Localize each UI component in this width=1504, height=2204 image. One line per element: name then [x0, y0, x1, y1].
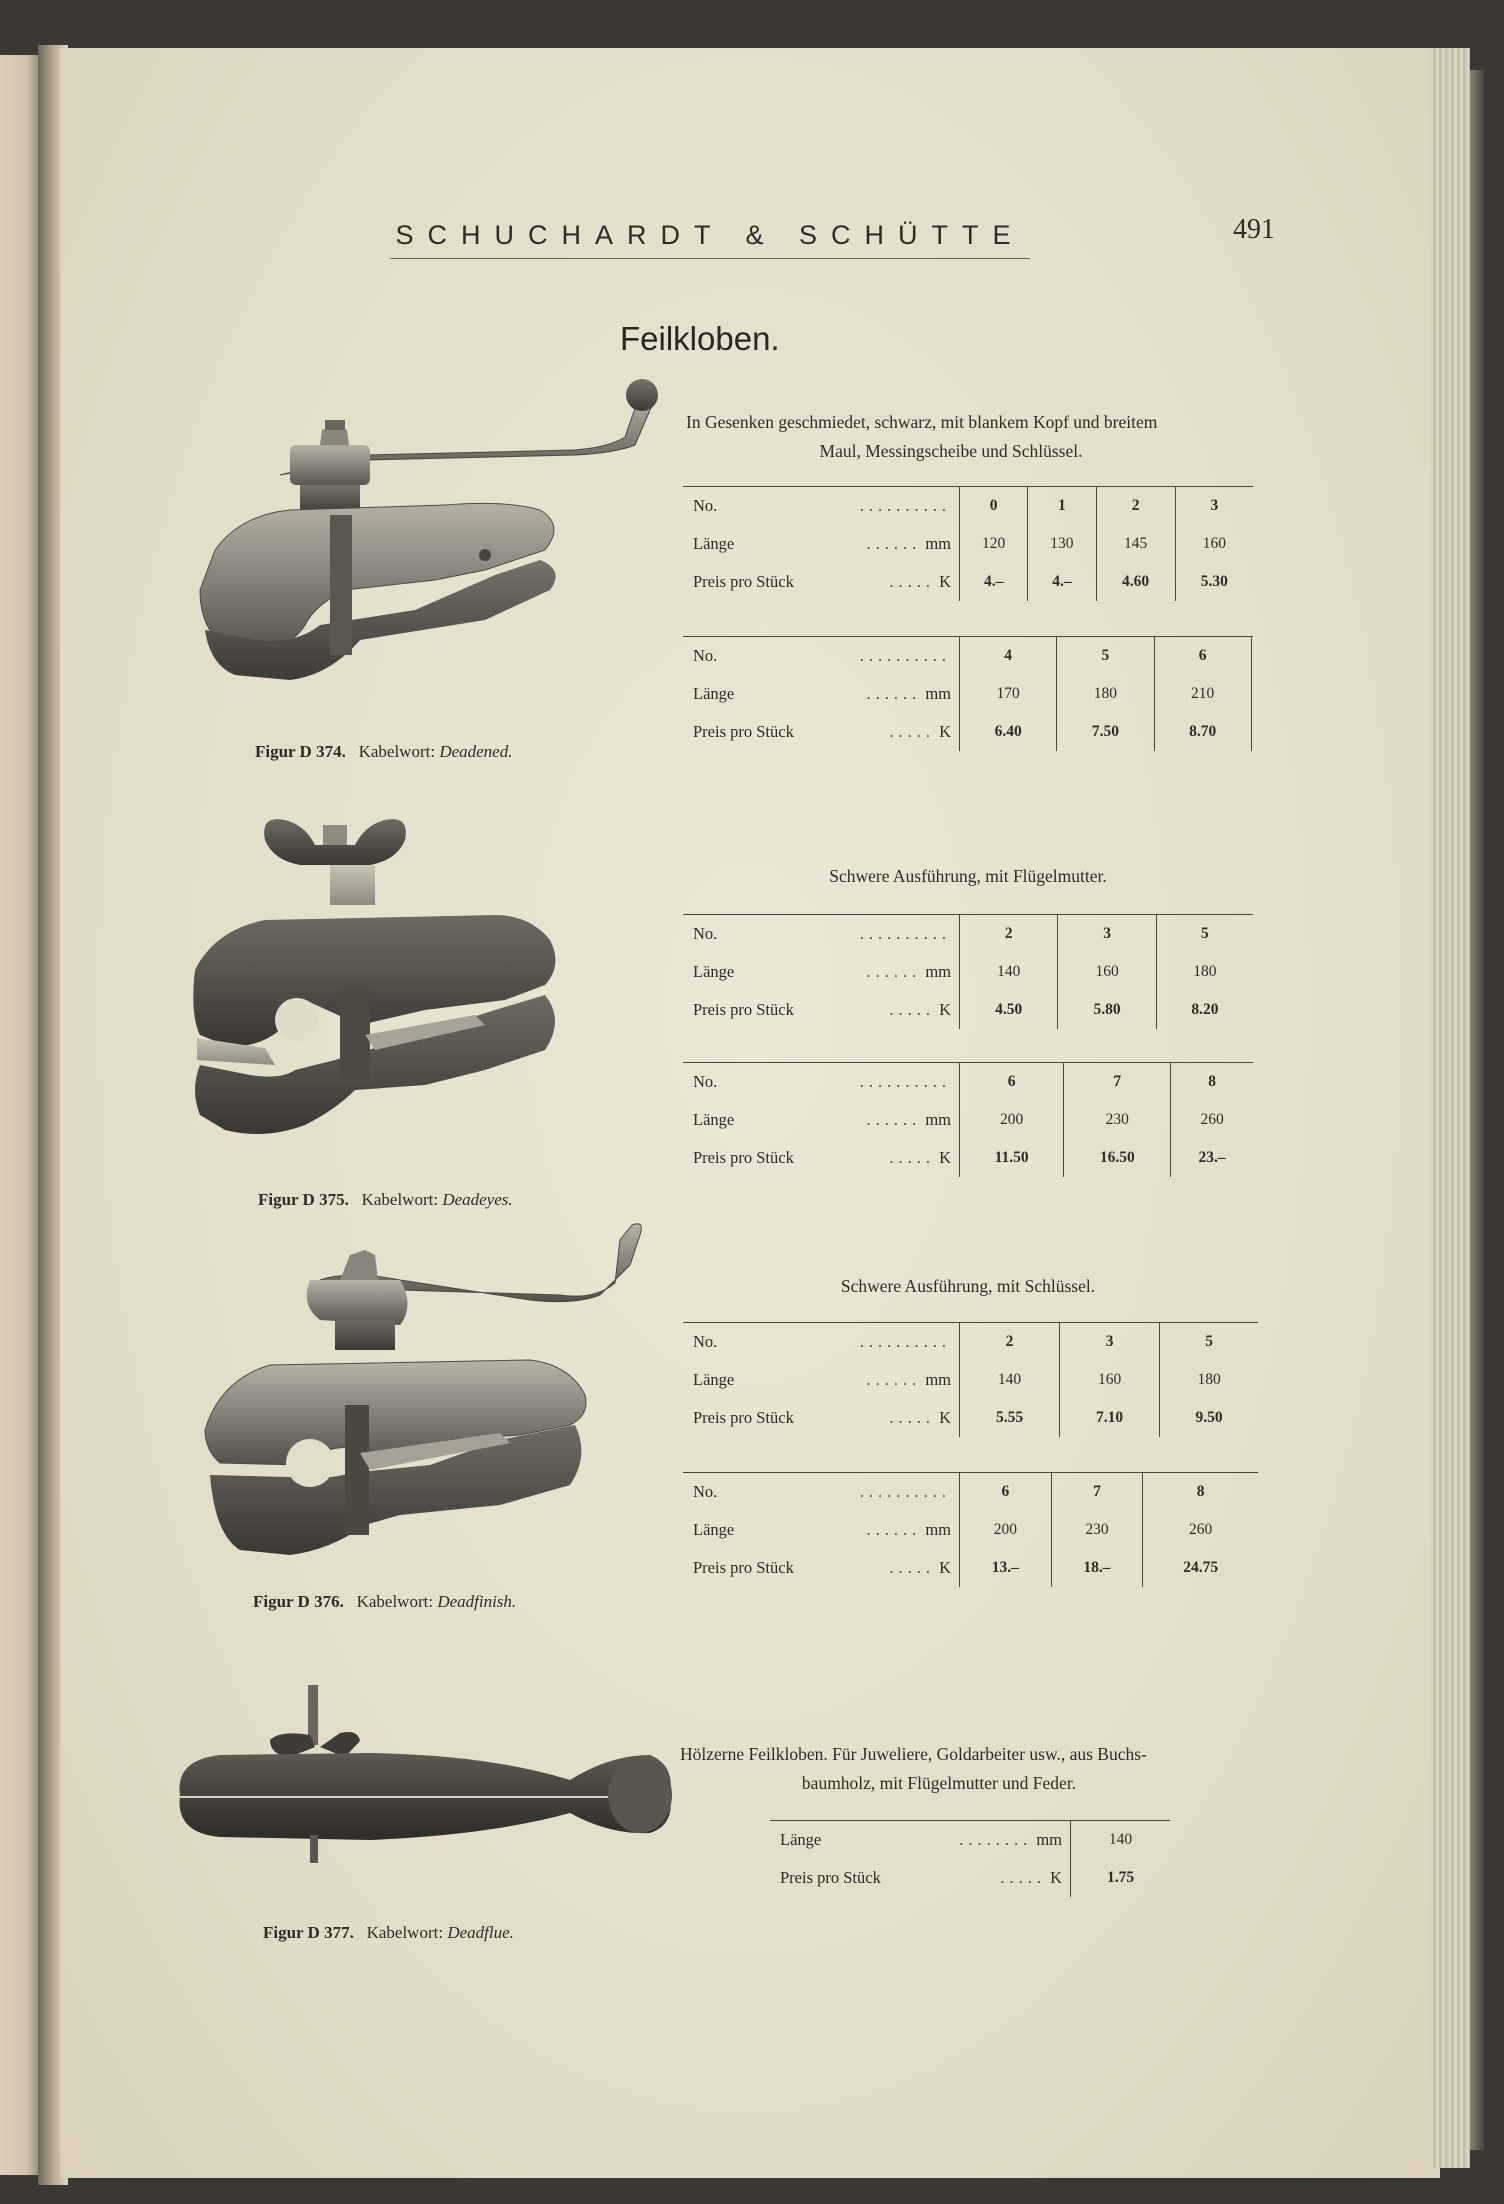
row-label-laenge: Länge	[693, 1520, 735, 1539]
leader-dots: ..........	[859, 1072, 951, 1091]
cell: 140	[1071, 1821, 1171, 1860]
page-edges	[1430, 48, 1470, 2168]
cell: 6	[960, 1473, 1052, 1512]
leader-dots: .....	[889, 1148, 935, 1167]
row-label-preis: Preis pro Stück	[693, 1148, 794, 1167]
cell: 11.50	[960, 1139, 1064, 1177]
row-label-laenge: Länge	[780, 1830, 822, 1849]
leader-dots: .....	[889, 1000, 935, 1019]
cell: 170	[960, 675, 1057, 713]
row-label-preis: Preis pro Stück	[780, 1868, 881, 1887]
table-row-laenge	[683, 675, 1253, 713]
row-label-laenge: Länge	[693, 1110, 735, 1129]
leader-dots: ......	[866, 1520, 922, 1539]
row-label-preis: Preis pro Stück	[693, 1000, 794, 1019]
leader-dots: .....	[889, 1558, 935, 1577]
header-rule	[390, 258, 1030, 259]
row-label-laenge: Länge	[693, 962, 735, 981]
table-row-no	[683, 915, 1253, 954]
section4-description-line1: Hölzerne Feilkloben. Für Juweliere, Goldarbeiter usw., aus Buchs-	[680, 1744, 1147, 1764]
unit-mm: mm	[925, 1110, 951, 1129]
cell: 120	[960, 525, 1028, 563]
cell: 13.–	[960, 1549, 1052, 1587]
section4-description	[680, 1740, 1258, 1798]
unit-mm: mm	[925, 534, 951, 553]
table-row-preis	[683, 991, 1253, 1029]
table-row-preis	[683, 1399, 1258, 1437]
row-label-preis: Preis pro Stück	[693, 1408, 794, 1427]
section3-table-b	[683, 1472, 1258, 1587]
table-row-no	[683, 487, 1253, 526]
row-label-preis: Preis pro Stück	[693, 722, 794, 741]
table-row-laenge	[683, 1511, 1258, 1549]
cell: 260	[1143, 1511, 1258, 1549]
table-row-preis	[683, 1549, 1258, 1587]
cell: 1	[1028, 487, 1096, 526]
unit-k: K	[939, 1408, 951, 1427]
section1-description-line2: Maul, Messingscheibe und Schlüssel.	[819, 441, 1083, 461]
cell: 24.75	[1143, 1549, 1258, 1587]
cell: 210	[1154, 675, 1251, 713]
row-label-preis: Preis pro Stück	[693, 1558, 794, 1577]
cell: 260	[1171, 1101, 1253, 1139]
section3-description: Schwere Ausführung, mit Schlüssel.	[840, 1276, 1096, 1296]
row-label-laenge: Länge	[693, 684, 735, 703]
leader-dots: ..........	[859, 1482, 951, 1501]
unit-k: K	[939, 722, 951, 741]
figure-label: Figur D 376.	[253, 1592, 344, 1611]
table-row-no	[683, 1323, 1258, 1362]
cell: 180	[1156, 953, 1253, 991]
cell: 130	[1028, 525, 1096, 563]
figure-caption-d374	[255, 742, 512, 762]
leader-dots: .....	[889, 722, 935, 741]
cell: 160	[1058, 953, 1156, 991]
section1-table-b	[683, 636, 1253, 751]
cell: 5	[1160, 1323, 1258, 1362]
unit-mm: mm	[925, 1520, 951, 1539]
cell: 160	[1060, 1361, 1160, 1399]
section1-table-a	[683, 486, 1253, 601]
leader-dots: ......	[866, 1110, 922, 1129]
hand-vise-wingnut-illustration	[185, 820, 665, 1170]
kabelwort-label: Kabelwort:	[358, 742, 436, 761]
table-row-preis	[683, 563, 1253, 601]
leader-dots: ........	[959, 1830, 1033, 1849]
row-label-laenge: Länge	[693, 534, 735, 553]
cell: 5.30	[1175, 563, 1253, 601]
section3-table-a	[683, 1322, 1258, 1437]
row-label-no: No.	[693, 1482, 718, 1501]
cell: 2	[960, 1323, 1060, 1362]
leader-dots: ..........	[859, 496, 951, 515]
heavy-vise-key-illustration	[200, 1225, 660, 1575]
cell	[1251, 675, 1253, 713]
figure-caption-d377	[263, 1923, 514, 1943]
section4-description-line2: baumholz, mit Flügelmutter und Feder.	[801, 1773, 1077, 1793]
row-label-no: No.	[693, 496, 718, 515]
cell: 5.80	[1058, 991, 1156, 1029]
figure-caption-d375	[258, 1190, 513, 1210]
unit-mm: mm	[925, 962, 951, 981]
cell	[1251, 637, 1253, 676]
cell: 180	[1160, 1361, 1258, 1399]
leader-dots: ......	[866, 1370, 922, 1389]
cell: 160	[1175, 525, 1253, 563]
row-label-no: No.	[693, 1072, 718, 1091]
table-row-preis	[683, 713, 1253, 751]
cell: 1.75	[1071, 1859, 1171, 1897]
section1-description-line1: In Gesenken geschmiedet, schwarz, mit blankem Kopf und breitem	[686, 412, 1158, 432]
cell: 23.–	[1171, 1139, 1253, 1177]
row-label-no: No.	[693, 924, 718, 943]
cell: 230	[1051, 1511, 1143, 1549]
cell: 5	[1057, 637, 1154, 676]
table-row-laenge	[683, 525, 1253, 563]
cell: 5.55	[960, 1399, 1060, 1437]
section2-description: Schwere Ausführung, mit Flügelmutter.	[829, 866, 1107, 886]
kabelwort-value: Deadened.	[439, 742, 513, 761]
leader-dots: ..........	[859, 924, 951, 943]
cell: 8.20	[1156, 991, 1253, 1029]
cell: 16.50	[1064, 1139, 1171, 1177]
leader-dots: ..........	[859, 646, 951, 665]
row-label-no: No.	[693, 646, 718, 665]
cell: 3	[1058, 915, 1156, 954]
table-row-no	[683, 637, 1253, 676]
hand-vise-key-illustration	[195, 375, 665, 715]
cell: 6.40	[960, 713, 1057, 751]
cell: 4.–	[960, 563, 1028, 601]
cell: 3	[1175, 487, 1253, 526]
cell: 4.60	[1096, 563, 1175, 601]
cell: 4.–	[1028, 563, 1096, 601]
cell: 7	[1051, 1473, 1143, 1512]
table-row-laenge	[683, 1101, 1253, 1139]
cell: 6	[1154, 637, 1251, 676]
wooden-vise-illustration	[170, 1685, 680, 1895]
cell: 4.50	[960, 991, 1058, 1029]
cell: 7	[1064, 1063, 1171, 1102]
table-row-no	[683, 1063, 1253, 1102]
table-row-laenge	[770, 1821, 1170, 1860]
page-title: Feilkloben.	[620, 320, 780, 357]
figure-label: Figur D 375.	[258, 1190, 349, 1209]
cell: 2	[1096, 487, 1175, 526]
cell: 0	[960, 487, 1028, 526]
cell: 180	[1057, 675, 1154, 713]
row-label-preis: Preis pro Stück	[693, 572, 794, 591]
cell: 145	[1096, 525, 1175, 563]
cell: 9.50	[1160, 1399, 1258, 1437]
cell: 3	[1060, 1323, 1160, 1362]
cover-edge	[1470, 70, 1484, 2150]
table-row-preis	[770, 1859, 1170, 1897]
cell: 7.10	[1060, 1399, 1160, 1437]
cell: 8	[1143, 1473, 1258, 1512]
section2-table-a	[683, 914, 1253, 1029]
table-row-laenge	[683, 1361, 1258, 1399]
unit-k: K	[939, 1558, 951, 1577]
kabelwort-label: Kabelwort:	[356, 1592, 434, 1611]
cell: 18.–	[1051, 1549, 1143, 1587]
section2-table-b	[683, 1062, 1253, 1177]
kabelwort-value: Deadflue.	[447, 1923, 514, 1942]
row-label-no: No.	[693, 1332, 718, 1351]
cell: 6	[960, 1063, 1064, 1102]
cell: 7.50	[1057, 713, 1154, 751]
leader-dots: .....	[889, 1408, 935, 1427]
running-head: SCHUCHARDT & SCHÜTTE	[395, 220, 1025, 250]
section1-description	[686, 408, 1246, 466]
table-row-laenge	[683, 953, 1253, 991]
cell: 230	[1064, 1101, 1171, 1139]
unit-mm: mm	[925, 684, 951, 703]
leader-dots: ......	[866, 684, 922, 703]
leader-dots: ......	[866, 962, 922, 981]
kabelwort-label: Kabelwort:	[361, 1190, 439, 1209]
cell: 2	[960, 915, 1058, 954]
cell	[1251, 713, 1253, 751]
kabelwort-value: Deadeyes.	[442, 1190, 513, 1209]
leader-dots: ..........	[859, 1332, 951, 1351]
cell: 200	[960, 1101, 1064, 1139]
page-number: 491	[1233, 214, 1275, 245]
unit-k: K	[939, 1000, 951, 1019]
figure-label: Figur D 377.	[263, 1923, 354, 1942]
unit-k: K	[939, 1148, 951, 1167]
unit-mm: mm	[925, 1370, 951, 1389]
table-row-no	[683, 1473, 1258, 1512]
leader-dots: .....	[889, 572, 935, 591]
unit-k: K	[939, 572, 951, 591]
cell: 140	[960, 953, 1058, 991]
leader-dots: ......	[866, 534, 922, 553]
leader-dots: .....	[1000, 1868, 1046, 1887]
cell: 200	[960, 1511, 1052, 1549]
figure-label: Figur D 374.	[255, 742, 346, 761]
unit-mm: mm	[1036, 1830, 1062, 1849]
cell: 140	[960, 1361, 1060, 1399]
figure-caption-d376	[253, 1592, 516, 1612]
row-label-laenge: Länge	[693, 1370, 735, 1389]
cell: 8	[1171, 1063, 1253, 1102]
kabelwort-value: Deadfinish.	[437, 1592, 517, 1611]
cell: 5	[1156, 915, 1253, 954]
cell: 4	[960, 637, 1057, 676]
cell: 8.70	[1154, 713, 1251, 751]
kabelwort-label: Kabelwort:	[366, 1923, 444, 1942]
table-row-preis	[683, 1139, 1253, 1177]
unit-k: K	[1050, 1868, 1062, 1887]
section4-table	[770, 1820, 1170, 1897]
left-page-edge	[0, 55, 38, 2175]
